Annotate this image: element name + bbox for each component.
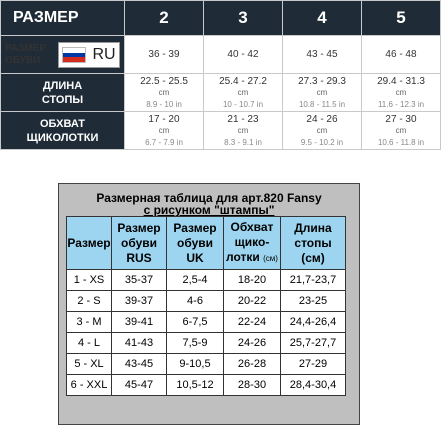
foot-length-cell: 22.5 - 25.5 cm 8.9 - 10 in: [125, 74, 204, 112]
ankle-girth-label: ОБХВАТ ЩИКОЛОТКИ: [1, 112, 125, 150]
foot-length-cell: 25.4 - 27.2 cm 10 - 10.7 in: [204, 74, 283, 112]
header-shoe-uk: Размер обуви UK: [167, 217, 224, 270]
table-row: 4 - L 41-43 7,5-9 24-26 25,7-27,7: [67, 333, 346, 354]
russia-flag-icon: [62, 47, 86, 63]
header-size: Размер: [67, 217, 112, 270]
size-3-header: 3: [204, 1, 283, 36]
country-code: RU: [92, 46, 116, 63]
size-2-header: 2: [125, 1, 204, 36]
table-row: 5 - XL 43-45 9-10,5 26-28 27-29: [67, 354, 346, 375]
header-ankle: Обхват щико- лотки (см): [224, 217, 281, 270]
header-foot: Длина стопы (см): [281, 217, 346, 270]
chart-title-line1: Размерная таблица для арт.820 Fansy: [96, 191, 322, 205]
ankle-girth-cell: 24 - 26 cm 9.5 - 10.2 in: [283, 112, 362, 150]
header-shoe-rus: Размер обуви RUS: [112, 217, 167, 270]
foot-length-label: ДЛИНА СТОПЫ: [1, 74, 125, 112]
ankle-girth-cell: 27 - 30 cm 10.6 - 11.8 in: [362, 112, 441, 150]
table-row: 2 - S 39-37 4-6 20-22 23-25: [67, 291, 346, 312]
table-row: 6 - XXL 45-47 10,5-12 28-30 28,4-30,4: [67, 375, 346, 396]
ankle-girth-cell: 17 - 20 cm 6.7 - 7.9 in: [125, 112, 204, 150]
foot-length-cell: 27.3 - 29.3 cm 10.8 - 11.5 in: [283, 74, 362, 112]
fansy-size-chart: [58, 183, 360, 425]
size-header-label: РАЗМЕР: [1, 1, 125, 36]
shoe-size-value: 40 - 42: [204, 36, 283, 74]
shoe-size-label: РАЗМЕР ОБУВИ: [5, 42, 46, 66]
ankle-girth-cell: 21 - 23 cm 8.3 - 9.1 in: [204, 112, 283, 150]
shoe-size-value: 43 - 45: [283, 36, 362, 74]
chart-title: [59, 184, 359, 216]
shoe-size-value: 46 - 48: [362, 36, 441, 74]
size-5-header: 5: [362, 1, 441, 36]
fansy-size-table: [66, 216, 346, 396]
table-row: 3 - M 39-41 6-7,5 22-24 24,4-26,4: [67, 312, 346, 333]
size-chart-top: [0, 0, 441, 150]
size-4-header: 4: [283, 1, 362, 36]
foot-length-cell: 29.4 - 31.3 cm 11.6 - 12.3 in: [362, 74, 441, 112]
chart-title-line2: с рисунком "штампы": [143, 203, 275, 217]
shoe-size-label-cell: [1, 36, 125, 74]
country-badge: [58, 42, 120, 68]
table-row: 1 - XS 35-37 2,5-4 18-20 21,7-23,7: [67, 270, 346, 291]
shoe-size-value: 36 - 39: [125, 36, 204, 74]
